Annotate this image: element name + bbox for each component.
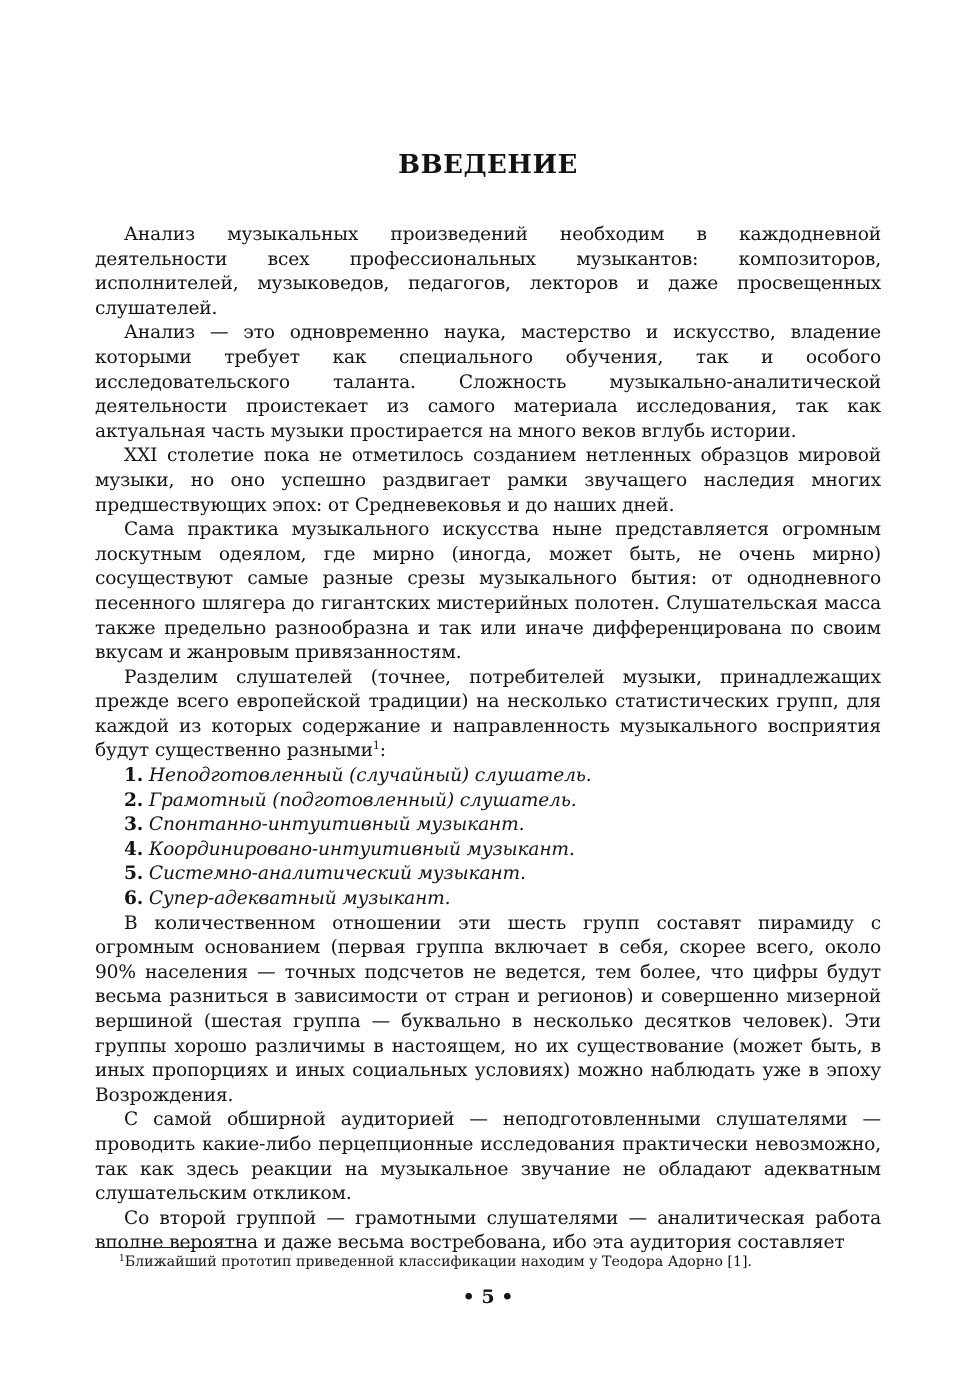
- list-item: [95, 838, 881, 863]
- paragraph: В количественном отношении эти шесть групп составят пирамиду с огромным основанием (первая группа включает в себя, скорее всего, около 90% населения — точных подсчетов не ведется, тем более, что цифры будут весьма разниться в зависимости от стран и регионов) и совершенно мизерной вершиной (шестая группа — буквально в несколько десятков человек). Эти группы хорошо различимы в настоящем, но их существование (может быть, в иных пропорциях и иных социальных условиях) можно наблюдать уже в эпоху Возрождения.: [95, 912, 881, 1106]
- list-intro-text: Разделим слушателей (точнее, потребителей музыки, принадлежащих прежде всего европейской традиции) на несколько статистических групп, для каждой из которых содержание и направленность музыкального восприятия будут существенно разными: [95, 666, 881, 762]
- list-item-number: 5.: [124, 863, 144, 885]
- footnote: [119, 1253, 879, 1271]
- footnote-text: Ближайший прототип приведенной классификации находим у Теодора Адорно [1].: [124, 1254, 752, 1270]
- list-item-label: Системно-аналитический музыкант.: [148, 863, 526, 885]
- footnote-divider: [95, 1247, 245, 1248]
- paragraph: С самой обширной аудиторией — неподготовленными слушателями — проводить какие-либо перцепционные исследования практически невозможно, так как здесь реакции на музыкальное звучание не обладают адекватным слушательским откликом.: [95, 1109, 881, 1205]
- list-item-number: 1.: [124, 765, 144, 787]
- list-item: [95, 764, 881, 789]
- list-intro-colon: :: [379, 740, 386, 762]
- list-item-label: Спонтанно-интуитивный музыкант.: [148, 814, 525, 836]
- footnote-mark: 1: [119, 1254, 125, 1264]
- main-text: [95, 223, 881, 1256]
- list-item: [95, 789, 881, 814]
- list-item-number: 4.: [124, 838, 144, 860]
- list-item: [95, 862, 881, 887]
- list-item-number: 2.: [124, 789, 144, 811]
- list-intro-paragraph: [95, 666, 881, 764]
- footnote-reference[interactable]: 1: [372, 739, 380, 753]
- paragraph: Анализ — это одновременно наука, мастерство и искусство, владение которыми требует как специального обучения, так и особого исследовательского таланта. Сложность музыкально-аналитической деятельности проистекает из самого материала исследования, так как актуальная часть музыки простирается на много веков вглубь истории.: [95, 322, 881, 442]
- list-item-label: Координировано-интуитивный музыкант.: [148, 838, 575, 860]
- list-item-number: 6.: [124, 888, 144, 910]
- paragraph: Со второй группой — грамотными слушателями — аналитическая работа вполне вероятна и даже весьма востребована, ибо эта аудитория составляет: [95, 1207, 881, 1254]
- list-item: [95, 813, 881, 838]
- paragraph: Анализ музыкальных произведений необходим в каждодневной деятельности всех профессиональных музыкантов: композиторов, исполнителей, музыковедов, педагогов, лекторов и даже просвещенных слушателей.: [95, 224, 881, 319]
- list-item-number: 3.: [124, 814, 144, 836]
- list-item: [95, 887, 881, 912]
- page-number: • 5 •: [462, 1286, 514, 1308]
- page-title: ВВЕДЕНИЕ: [398, 150, 578, 180]
- paragraph: Сама практика музыкального искусства ныне представляется огромным лоскутным одеялом, где мирно (иногда, может быть, не очень мирно) сосуществуют самые разные срезы музыкального бытия: от однодневного песенного шлягера до гигантских мистерийных полотен. Слушательская масса также предельно разнообразна и так или иначе дифференцирована по своим вкусам и жанровым привязанностям.: [95, 519, 881, 664]
- list-item-label: Супер-адекватный музыкант.: [148, 888, 451, 910]
- groups-list: [95, 764, 881, 912]
- paragraph: XXI столетие пока не отметилось созданием нетленных образцов мировой музыки, но оно успешно раздвигает рамки звучащего наследия многих предшествующих эпох: от Средневековья и до наших дней.: [95, 445, 881, 516]
- list-item-label: Неподготовленный (случайный) слушатель.: [148, 765, 592, 787]
- list-item-label: Грамотный (подготовленный) слушатель.: [148, 789, 577, 811]
